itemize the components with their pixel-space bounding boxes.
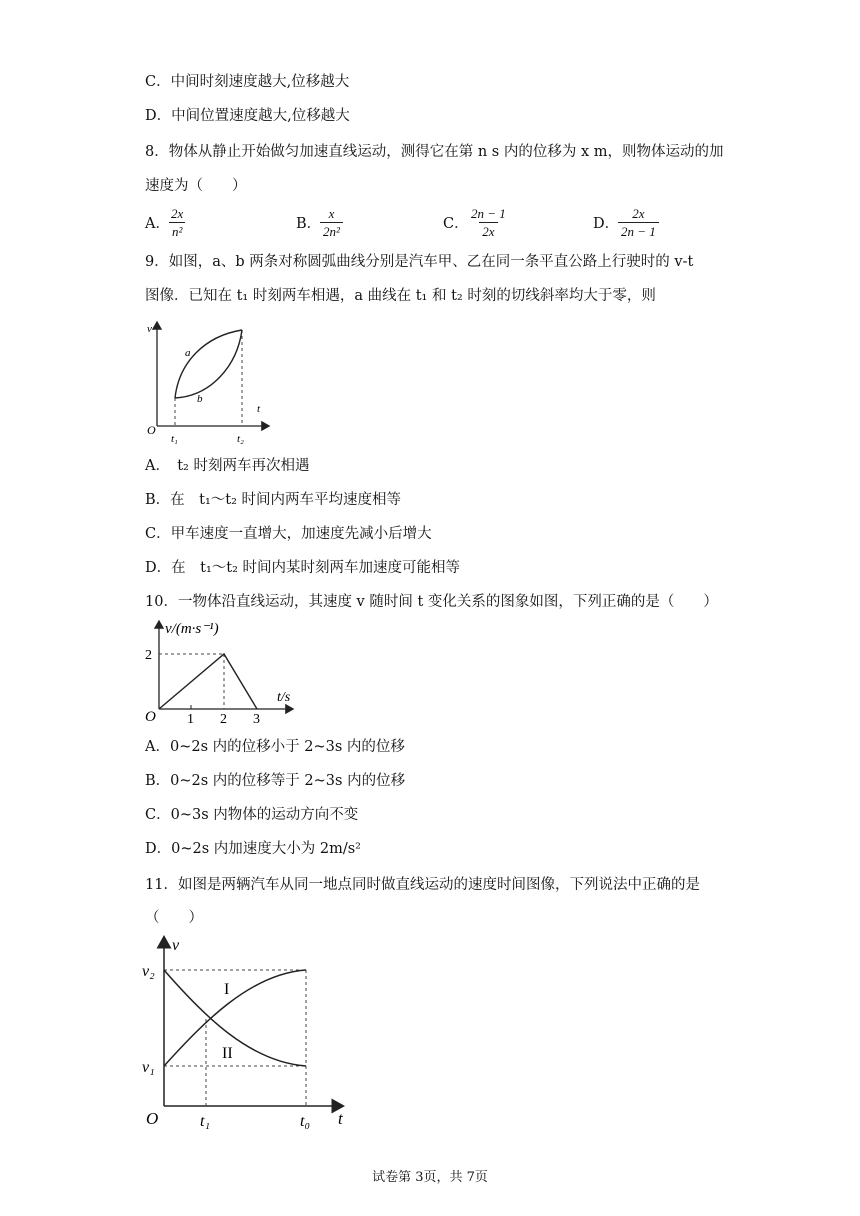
q11-curve-i bbox=[164, 970, 306, 1066]
q10-y-tick-2: 2 bbox=[145, 648, 152, 663]
q8-option-a-label: A． bbox=[145, 216, 170, 232]
q8-option-c-numerator: 2n − 1 bbox=[471, 206, 506, 221]
q11-curve-ii bbox=[164, 970, 306, 1066]
q8-option-d-label: D． bbox=[593, 216, 620, 232]
q9-option-b: B．在 t₁～t₂ 时间内两车平均速度相等 bbox=[145, 492, 402, 508]
q9-curve-a bbox=[175, 330, 242, 398]
q8-option-b-numerator: x bbox=[328, 206, 335, 221]
q8-option-c-denominator: 2x bbox=[479, 222, 497, 239]
q10-option-a: A．0~2s 内的位移小于 2~3s 内的位移 bbox=[145, 739, 405, 755]
q9-a-label: a bbox=[185, 347, 191, 359]
q8-option-d-fraction bbox=[618, 206, 659, 239]
q8-option-a-denominator: n² bbox=[169, 222, 185, 239]
q9-stem-line2: 图像．已知在 t₁ 时刻两车相遇，a 曲线在 t₁ 和 t₂ 时刻的切线斜率均大于零，则 bbox=[145, 288, 656, 304]
q11-v2-label: v₂ bbox=[142, 963, 155, 980]
q10-option-d: D．0~2s 内加速度大小为 2m/s² bbox=[145, 841, 361, 857]
q10-x-tick-2: 2 bbox=[220, 712, 227, 727]
q10-option-b: B．0~2s 内的位移等于 2~3s 内的位移 bbox=[145, 773, 406, 789]
q8-option-b-denominator: 2n² bbox=[320, 222, 343, 239]
q11-curve-ii-label: II bbox=[222, 1045, 233, 1062]
q8-stem-line2: 速度为（ ） bbox=[145, 178, 247, 194]
q11-t-label: t bbox=[338, 1109, 343, 1128]
q9-stem-line1: 9．如图，a、b 两条对称圆弧曲线分别是汽车甲、乙在同一条平直公路上行驶时的 v-t bbox=[145, 254, 694, 270]
q11-v-label: v bbox=[172, 937, 180, 954]
page-footer: 试卷第 3页，共 7页 bbox=[372, 1170, 488, 1185]
q11-stem-line1: 11．如图是两辆汽车从同一地点同时做直线运动的速度时间图像，下列说法中正确的是 bbox=[145, 877, 700, 893]
q7-option-c: C．中间时刻速度越大,位移越大 bbox=[145, 74, 350, 90]
q10-y-label: v/(m·s⁻¹) bbox=[165, 621, 219, 637]
q8-option-a-numerator: 2x bbox=[171, 206, 184, 221]
q9-origin-label: O bbox=[147, 423, 156, 437]
q8-option-a-fraction bbox=[168, 206, 186, 239]
q9-b-label: b bbox=[197, 393, 203, 405]
q9-option-a: A． t₂ 时刻两车再次相遇 bbox=[145, 458, 310, 474]
q10-x-tick-3: 3 bbox=[253, 712, 260, 727]
q8-stem-line1: 8．物体从静止开始做匀加速直线运动，测得它在第 n s 内的位移为 x m，则物体运动的加 bbox=[145, 144, 724, 160]
q8-option-b-fraction bbox=[320, 206, 343, 239]
q8-option-d-numerator: 2x bbox=[632, 206, 645, 221]
q10-origin-label: O bbox=[145, 709, 156, 725]
q8-option-c-fraction bbox=[468, 206, 509, 239]
q10-stem: 10．一物体沿直线运动，其速度 v 随时间 t 变化关系的图象如图，下列正确的是（ ） bbox=[145, 594, 718, 610]
q9-t-label: t bbox=[257, 403, 261, 415]
q9-vt-graph bbox=[145, 318, 275, 443]
q10-vt-graph bbox=[145, 615, 305, 725]
q9-v-label: v bbox=[147, 323, 152, 335]
q11-v1-label: v₁ bbox=[142, 1059, 155, 1076]
q11-curve-i-label: I bbox=[224, 981, 230, 998]
q11-t0-label: t₀ bbox=[300, 1113, 311, 1130]
q8-option-d-denominator: 2n − 1 bbox=[618, 222, 659, 239]
q9-option-d: D．在 t₁～t₂ 时间内某时刻两车加速度可能相等 bbox=[145, 560, 461, 576]
q10-option-c: C．0~3s 内物体的运动方向不变 bbox=[145, 807, 359, 823]
q10-x-label: t/s bbox=[277, 690, 291, 705]
q9-curve-b bbox=[175, 330, 242, 398]
q11-vt-graph bbox=[140, 932, 355, 1132]
q10-x-tick-1: 1 bbox=[187, 712, 194, 727]
q9-option-c: C．甲车速度一直增大，加速度先减小后增大 bbox=[145, 526, 432, 542]
q8-option-c-label: C． bbox=[443, 216, 469, 232]
q11-t1-label: t₁ bbox=[200, 1113, 211, 1130]
q9-t1-label: t₁ bbox=[171, 433, 178, 445]
q11-stem-line2: （ ） bbox=[145, 910, 203, 926]
q11-origin-label: O bbox=[146, 1109, 159, 1128]
q9-t2-label: t₂ bbox=[237, 433, 244, 445]
q8-option-b-label: B． bbox=[296, 216, 322, 232]
q10-velocity-line bbox=[159, 654, 257, 709]
q7-option-d: D．中间位置速度越大,位移越大 bbox=[145, 108, 350, 124]
